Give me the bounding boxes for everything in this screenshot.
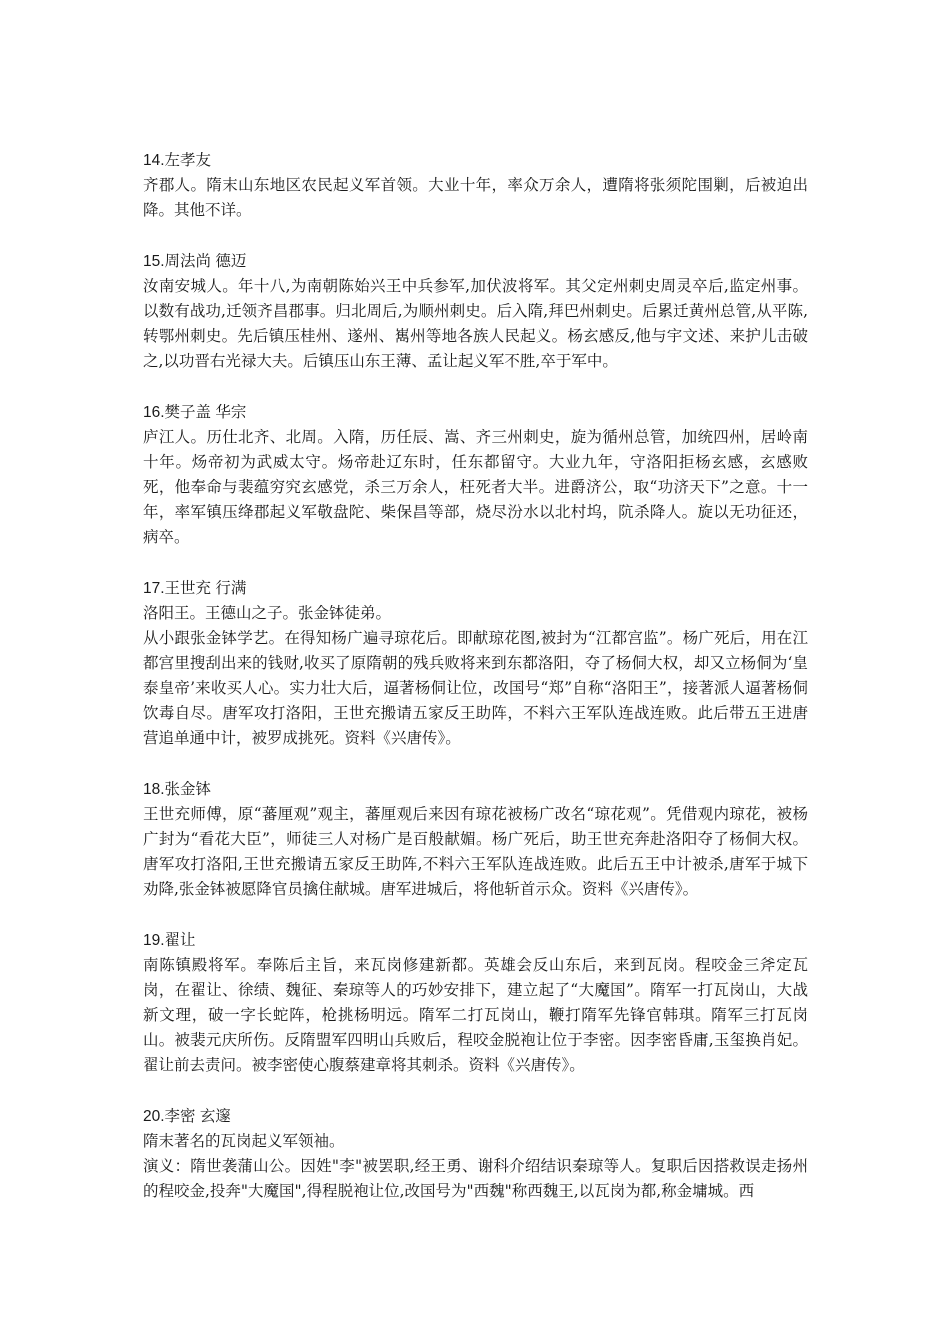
- entry-title: 16.樊子盖 华宗: [143, 404, 247, 421]
- entry-paragraph: 齐郡人。隋末山东地区农民起义军首领。大业十年，率众万余人，遭隋将张须陀围剿，后被迫出降。其他不详。: [143, 176, 808, 219]
- entry-paragraph: 洛阳王。王德山之子。张金钵徒弟。: [143, 604, 392, 622]
- entry-paragraph: 汝南安城人。年十八,为南朝陈始兴王中兵参军,加伏波将军。其父定州刺史周灵卒后,监定州事。以数有战功,迁领齐昌郡事。归北周后,为顺州刺史。后入隋,拜巴州刺史。后累迁黄州总管,从平陈,转鄂州刺史。先后镇压桂州、遂州、嶲州等地各族人民起义。杨玄感反,他与宇文述、来护儿击破之,以功晋右光禄大夫。后镇压山东王薄、孟让起义军不胜,卒于军中。: [143, 277, 808, 370]
- entry-title: 19.翟让: [143, 932, 196, 949]
- entry-paragraph: 从小跟张金钵学艺。在得知杨广遍寻琼花后。即献琼花图,被封为“江都宫监”。杨广死后，用在江都宫里搜刮出来的钱财,收买了原隋朝的残兵败将来到东都洛阳，夺了杨侗大权，却又立杨侗为‘皇泰皇帝’来收买人心。实力壮大后，逼著杨侗让位，改国号“郑”自称“洛阳王”，接著派人逼著杨侗饮毒自尽。唐军攻打洛阳，王世充搬请五家反王助阵，不料六王军队连战连败。此后带五王进唐营追单通中计，被罗成挑死。资料《兴唐传》。: [143, 629, 808, 747]
- entry-title: 18.张金钵: [143, 781, 212, 798]
- entry-paragraph: 庐江人。历仕北齐、北周。入隋，历任辰、嵩、齐三州刺史，旋为循州总管，加统四州，居岭南十年。炀帝初为武威太守。炀帝赴辽东时，任东都留守。大业九年，守洛阳拒杨玄感，玄感败死，他奉命与裴蕴穷究玄感党，杀三万余人，枉死者大半。进爵济公，取“功济天下”之意。十一年，率军镇压绛郡起义军敬盘陀、柴保昌等部，烧尽汾水以北村坞，阬杀降人。旋以无功征还，病卒。: [143, 428, 808, 546]
- entry-paragraph: 演义：隋世袭蒲山公。因姓"李"被罢职,经王勇、谢科介绍结识秦琼等人。复职后因搭救误走扬州的程咬金,投奔"大魔国",得程脱袍让位,改国号为"西魏"称西魏王,以瓦岗为都,称金墉城。西: [143, 1157, 808, 1200]
- entry-14: [143, 148, 808, 223]
- entry-title: 15.周法尚 德迈: [143, 253, 247, 270]
- entry-17: [143, 576, 808, 751]
- entry-paragraph: 王世充师傅，原“蕃厘观”观主，蕃厘观后来因有琼花被杨广改名“琼花观”。凭借观内琼花，被杨广封为“看花大臣”，师徒三人对杨广是百般献媚。杨广死后，助王世充奔赴洛阳夺了杨侗大权。唐军攻打洛阳,王世充搬请五家反王助阵,不料六王军队连战连败。此后五王中计被杀,唐军于城下劝降,张金钵被愿降官员擒住献城。唐军进城后，将他斩首示众。资料《兴唐传》。: [143, 805, 808, 898]
- entry-16: [143, 400, 808, 550]
- entry-paragraph: 隋末著名的瓦岗起义军领袖。: [143, 1132, 345, 1150]
- entry-paragraph: 南陈镇殿将军。奉陈后主旨，来瓦岗修建新都。英雄会反山东后，来到瓦岗。程咬金三斧定瓦岗，在翟让、徐绩、魏征、秦琼等人的巧妙安排下，建立起了“大魔国”。隋军一打瓦岗山，大战新文理，破一字长蛇阵，枪挑杨明远。隋军二打瓦岗山，鞭打隋军先锋官韩琪。隋军三打瓦岗山。被裴元庆所伤。反隋盟军四明山兵败后，程咬金脱袍让位于李密。因李密昏庸,玉玺换肖妃。翟让前去责问。被李密使心腹蔡建章将其刺杀。资料《兴唐传》。: [143, 956, 808, 1074]
- entry-20: [143, 1104, 808, 1204]
- document-body: [143, 148, 808, 1230]
- entry-15: [143, 249, 808, 374]
- entry-19: [143, 928, 808, 1078]
- entry-title: 14.左孝友: [143, 152, 212, 169]
- entry-title: 20.李密 玄邃: [143, 1108, 231, 1125]
- entry-18: [143, 777, 808, 902]
- entry-title: 17.王世充 行满: [143, 580, 247, 597]
